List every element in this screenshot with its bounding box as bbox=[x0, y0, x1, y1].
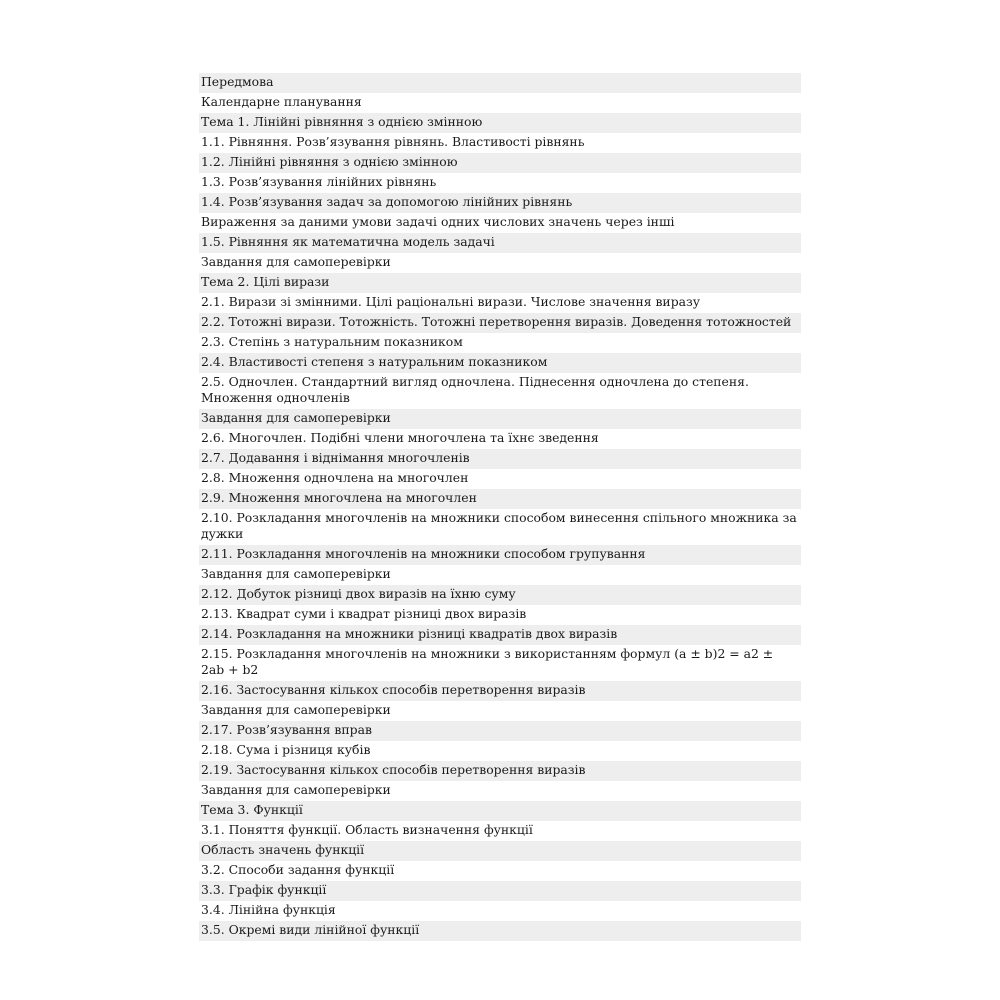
toc-entry: Завдання для самоперевірки bbox=[199, 253, 801, 273]
toc-entry: 3.1. Поняття функції. Область визначення функції bbox=[199, 821, 801, 841]
toc-entry: Передмова bbox=[199, 73, 801, 93]
toc-entry: 2.19. Застосування кількох способів перетворення виразів bbox=[199, 761, 801, 781]
toc-entry: 2.3. Степінь з натуральним показником bbox=[199, 333, 801, 353]
toc-entry: 2.8. Множення одночлена на многочлен bbox=[199, 469, 801, 489]
toc-entry: 3.5. Окремі види лінійної функції bbox=[199, 921, 801, 941]
toc-entry: 2.16. Застосування кількох способів перетворення виразів bbox=[199, 681, 801, 701]
toc-entry: 1.5. Рівняння як математична модель задачі bbox=[199, 233, 801, 253]
toc-entry: 2.1. Вирази зі змінними. Цілі раціональні вирази. Числове значення виразу bbox=[199, 293, 801, 313]
toc-entry: 1.2. Лінійні рівняння з однією змінною bbox=[199, 153, 801, 173]
toc-entry: Вираження за даними умови задачі одних числових значень через інші bbox=[199, 213, 801, 233]
toc-entry: 2.12. Добуток різниці двох виразів на їхню суму bbox=[199, 585, 801, 605]
toc-entry: 1.3. Розв’язування лінійних рівнянь bbox=[199, 173, 801, 193]
toc-entry: Завдання для самоперевірки bbox=[199, 409, 801, 429]
toc-entry: Область значень функції bbox=[199, 841, 801, 861]
toc-entry: Тема 1. Лінійні рівняння з однією змінною bbox=[199, 113, 801, 133]
toc-entry: 2.2. Тотожні вирази. Тотожність. Тотожні перетворення виразів. Доведення тотожностей bbox=[199, 313, 801, 333]
toc-entry: 2.17. Розв’язування вправ bbox=[199, 721, 801, 741]
toc-entry: 1.1. Рівняння. Розв’язування рівнянь. Властивості рівнянь bbox=[199, 133, 801, 153]
toc-entry: 3.3. Графік функції bbox=[199, 881, 801, 901]
toc-entry: Тема 2. Цілі вирази bbox=[199, 273, 801, 293]
toc-entry: 2.15. Розкладання многочленів на множники з використанням формул (a ± b)2 = a2 ± 2ab + b2 bbox=[199, 645, 801, 681]
toc-entry: 2.7. Додавання і віднімання многочленів bbox=[199, 449, 801, 469]
toc-entry: 2.10. Розкладання многочленів на множники способом винесення спільного множника за дужки bbox=[199, 509, 801, 545]
toc-entry: 2.11. Розкладання многочленів на множники способом групування bbox=[199, 545, 801, 565]
toc-entry: 2.13. Квадрат суми і квадрат різниці двох виразів bbox=[199, 605, 801, 625]
toc-entry: Тема 3. Функції bbox=[199, 801, 801, 821]
toc-entry: 1.4. Розв’язування задач за допомогою лінійних рівнянь bbox=[199, 193, 801, 213]
toc-entry: 2.9. Множення многочлена на многочлен bbox=[199, 489, 801, 509]
toc-entry: 3.4. Лінійна функція bbox=[199, 901, 801, 921]
toc-entry: Завдання для самоперевірки bbox=[199, 701, 801, 721]
toc-entry: Завдання для самоперевірки bbox=[199, 565, 801, 585]
toc-entry: Календарне планування bbox=[199, 93, 801, 113]
toc-entry: 2.18. Сума і різниця кубів bbox=[199, 741, 801, 761]
toc-entry: 3.2. Способи задання функції bbox=[199, 861, 801, 881]
toc-entry: 2.6. Многочлен. Подібні члени многочлена та їхнє зведення bbox=[199, 429, 801, 449]
toc-entry: 2.5. Одночлен. Стандартний вигляд одночлена. Піднесення одночлена до степеня. Множення одночленів bbox=[199, 373, 801, 409]
table-of-contents bbox=[199, 73, 801, 941]
toc-entry: 2.14. Розкладання на множники різниці квадратів двох виразів bbox=[199, 625, 801, 645]
toc-entry: 2.4. Властивості степеня з натуральним показником bbox=[199, 353, 801, 373]
toc-entry: Завдання для самоперевірки bbox=[199, 781, 801, 801]
